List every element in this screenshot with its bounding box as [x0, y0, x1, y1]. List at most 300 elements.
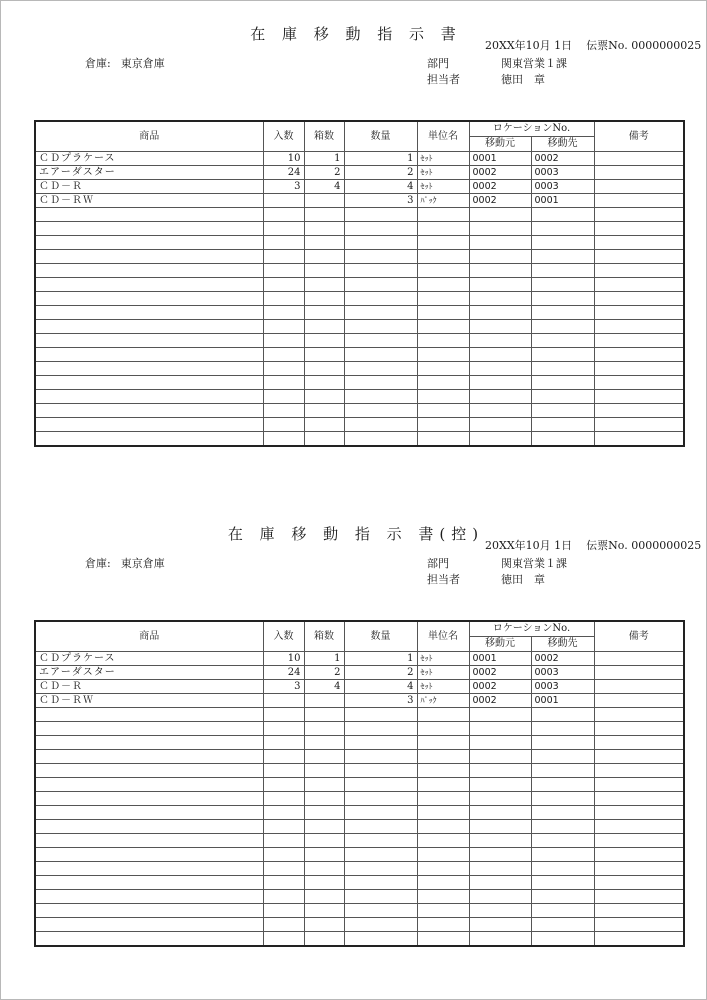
cell-item: ＣＤプラケース — [35, 152, 263, 166]
table-row — [35, 918, 684, 932]
slip-original — [1, 1, 706, 481]
cell-to — [531, 320, 594, 334]
cell-qty: 3 — [344, 694, 417, 708]
cell-units-in — [263, 848, 304, 862]
cell-unit — [417, 778, 469, 792]
warehouse-label: 倉庫: — [85, 557, 111, 570]
cell-from — [469, 334, 531, 348]
cell-unit — [417, 806, 469, 820]
cell-units-in — [263, 708, 304, 722]
cell-item: ＣＤ－ＲＷ — [35, 194, 263, 208]
cell-qty — [344, 250, 417, 264]
cell-boxes — [304, 862, 344, 876]
cell-to — [531, 334, 594, 348]
cell-boxes — [304, 376, 344, 390]
table-row — [35, 820, 684, 834]
cell-from — [469, 236, 531, 250]
cell-notes — [594, 292, 684, 306]
cell-qty — [344, 904, 417, 918]
cell-boxes: 1 — [304, 152, 344, 166]
cell-from — [469, 376, 531, 390]
cell-qty — [344, 208, 417, 222]
cell-unit — [417, 362, 469, 376]
cell-qty — [344, 806, 417, 820]
cell-units-in — [263, 306, 304, 320]
slip-copy — [1, 501, 706, 981]
cell-notes — [594, 278, 684, 292]
table-row — [35, 666, 684, 680]
item-table — [34, 120, 685, 447]
cell-notes — [594, 418, 684, 432]
table-row — [35, 236, 684, 250]
table-row — [35, 862, 684, 876]
header-item: 商品 — [35, 121, 263, 152]
table-row — [35, 876, 684, 890]
header-notes: 備考 — [594, 121, 684, 152]
cell-from — [469, 918, 531, 932]
cell-units-in — [263, 876, 304, 890]
cell-boxes — [304, 876, 344, 890]
table-row — [35, 722, 684, 736]
cell-units-in — [263, 362, 304, 376]
cell-item: ＣＤ－Ｒ — [35, 680, 263, 694]
cell-from — [469, 348, 531, 362]
cell-units-in — [263, 932, 304, 947]
cell-units-in — [263, 722, 304, 736]
cell-units-in: 10 — [263, 152, 304, 166]
cell-units-in — [263, 862, 304, 876]
cell-unit — [417, 834, 469, 848]
slip-title: 在 庫 移 動 指 示 書(控) — [227, 525, 485, 543]
cell-from — [469, 208, 531, 222]
cell-boxes — [304, 418, 344, 432]
cell-to — [531, 264, 594, 278]
cell-from: 0001 — [469, 152, 531, 166]
cell-item — [35, 404, 263, 418]
cell-unit — [417, 736, 469, 750]
table-row — [35, 194, 684, 208]
person-label: 担当者 — [427, 573, 460, 586]
cell-boxes: 2 — [304, 166, 344, 180]
table-row — [35, 708, 684, 722]
cell-item — [35, 418, 263, 432]
cell-item: ＣＤ－ＲＷ — [35, 694, 263, 708]
cell-unit — [417, 750, 469, 764]
cell-units-in — [263, 264, 304, 278]
table-row — [35, 848, 684, 862]
date-and-slip-number — [485, 37, 701, 53]
header-qty: 数量 — [344, 121, 417, 152]
cell-item — [35, 320, 263, 334]
cell-unit — [417, 278, 469, 292]
cell-units-in — [263, 834, 304, 848]
header-units-in: 入数 — [263, 621, 304, 652]
cell-item — [35, 876, 263, 890]
cell-boxes — [304, 334, 344, 348]
cell-notes — [594, 166, 684, 180]
cell-notes — [594, 708, 684, 722]
warehouse-field — [85, 555, 165, 571]
cell-boxes — [304, 222, 344, 236]
cell-units-in — [263, 904, 304, 918]
table-row — [35, 250, 684, 264]
cell-units-in — [263, 334, 304, 348]
table-row — [35, 292, 684, 306]
cell-unit — [417, 708, 469, 722]
cell-unit: ｾｯﾄ — [417, 666, 469, 680]
cell-item — [35, 932, 263, 947]
table-row — [35, 320, 684, 334]
cell-notes — [594, 390, 684, 404]
cell-unit — [417, 418, 469, 432]
cell-item — [35, 390, 263, 404]
cell-qty — [344, 834, 417, 848]
cell-from — [469, 250, 531, 264]
cell-from: 0002 — [469, 694, 531, 708]
cell-from — [469, 750, 531, 764]
cell-item — [35, 236, 263, 250]
cell-notes — [594, 792, 684, 806]
cell-qty — [344, 848, 417, 862]
table-row — [35, 208, 684, 222]
table-row — [35, 890, 684, 904]
date-and-slip-number — [485, 537, 701, 553]
cell-to — [531, 778, 594, 792]
cell-item — [35, 376, 263, 390]
cell-notes — [594, 432, 684, 447]
cell-units-in: 24 — [263, 666, 304, 680]
cell-item — [35, 708, 263, 722]
cell-from — [469, 862, 531, 876]
table-row — [35, 222, 684, 236]
cell-notes — [594, 152, 684, 166]
cell-to — [531, 376, 594, 390]
cell-units-in — [263, 918, 304, 932]
cell-units-in — [263, 404, 304, 418]
cell-units-in — [263, 250, 304, 264]
cell-notes — [594, 180, 684, 194]
cell-notes — [594, 652, 684, 666]
cell-from: 0001 — [469, 652, 531, 666]
cell-notes — [594, 918, 684, 932]
cell-unit — [417, 292, 469, 306]
cell-to — [531, 390, 594, 404]
cell-unit — [417, 932, 469, 947]
cell-to — [531, 708, 594, 722]
cell-to — [531, 890, 594, 904]
person-value: 徳田 章 — [501, 573, 545, 586]
cell-unit: ﾊﾟｯｸ — [417, 194, 469, 208]
cell-units-in — [263, 278, 304, 292]
cell-qty — [344, 778, 417, 792]
department-label: 部門 — [427, 557, 449, 570]
header-location: ロケーションNo. — [469, 121, 594, 137]
cell-units-in — [263, 778, 304, 792]
cell-qty — [344, 376, 417, 390]
cell-units-in — [263, 348, 304, 362]
cell-to: 0003 — [531, 166, 594, 180]
table-row — [35, 362, 684, 376]
cell-notes — [594, 750, 684, 764]
cell-item — [35, 292, 263, 306]
header-unit: 単位名 — [417, 621, 469, 652]
cell-notes — [594, 264, 684, 278]
table-row — [35, 652, 684, 666]
cell-item — [35, 348, 263, 362]
cell-notes — [594, 194, 684, 208]
header-qty: 数量 — [344, 621, 417, 652]
cell-unit — [417, 722, 469, 736]
cell-from: 0002 — [469, 166, 531, 180]
table-row — [35, 792, 684, 806]
cell-notes — [594, 334, 684, 348]
cell-item — [35, 806, 263, 820]
table-row — [35, 264, 684, 278]
table-row — [35, 348, 684, 362]
cell-unit — [417, 404, 469, 418]
cell-item — [35, 432, 263, 447]
slip-title: 在 庫 移 動 指 示 書 — [250, 25, 462, 43]
cell-from: 0002 — [469, 194, 531, 208]
cell-to — [531, 904, 594, 918]
cell-item — [35, 334, 263, 348]
cell-item — [35, 820, 263, 834]
cell-notes — [594, 694, 684, 708]
header-boxes: 箱数 — [304, 121, 344, 152]
cell-item: エアーダスター — [35, 666, 263, 680]
table-row — [35, 806, 684, 820]
cell-qty — [344, 362, 417, 376]
table-row — [35, 166, 684, 180]
table-row — [35, 278, 684, 292]
cell-boxes — [304, 348, 344, 362]
cell-notes — [594, 890, 684, 904]
table-row — [35, 390, 684, 404]
cell-item — [35, 890, 263, 904]
cell-to — [531, 876, 594, 890]
table-row — [35, 306, 684, 320]
cell-notes — [594, 208, 684, 222]
cell-qty: 2 — [344, 666, 417, 680]
cell-to — [531, 736, 594, 750]
cell-notes — [594, 932, 684, 947]
cell-units-in — [263, 694, 304, 708]
cell-boxes — [304, 848, 344, 862]
cell-to — [531, 792, 594, 806]
cell-from — [469, 736, 531, 750]
cell-qty — [344, 236, 417, 250]
cell-item: ＣＤ－Ｒ — [35, 180, 263, 194]
cell-to — [531, 848, 594, 862]
cell-boxes — [304, 208, 344, 222]
cell-unit — [417, 848, 469, 862]
header-boxes: 箱数 — [304, 621, 344, 652]
cell-unit — [417, 918, 469, 932]
cell-units-in — [263, 806, 304, 820]
cell-boxes — [304, 694, 344, 708]
table-row — [35, 904, 684, 918]
cell-qty: 1 — [344, 652, 417, 666]
cell-boxes — [304, 250, 344, 264]
cell-item: ＣＤプラケース — [35, 652, 263, 666]
cell-item — [35, 250, 263, 264]
slip-date: 20XX年10月 1日 — [485, 539, 573, 552]
cell-boxes — [304, 278, 344, 292]
cell-to — [531, 820, 594, 834]
cell-unit — [417, 792, 469, 806]
cell-qty — [344, 722, 417, 736]
cell-notes — [594, 904, 684, 918]
cell-qty: 3 — [344, 194, 417, 208]
cell-units-in — [263, 320, 304, 334]
department-value: 関東営業１課 — [501, 557, 567, 570]
cell-boxes — [304, 320, 344, 334]
cell-units-in — [263, 432, 304, 447]
cell-to — [531, 250, 594, 264]
cell-notes — [594, 348, 684, 362]
cell-from — [469, 222, 531, 236]
cell-notes — [594, 404, 684, 418]
cell-unit — [417, 306, 469, 320]
item-rows — [35, 652, 684, 947]
cell-notes — [594, 222, 684, 236]
cell-from — [469, 404, 531, 418]
cell-boxes — [304, 362, 344, 376]
cell-notes — [594, 236, 684, 250]
cell-from — [469, 792, 531, 806]
cell-units-in — [263, 820, 304, 834]
cell-boxes — [304, 806, 344, 820]
warehouse-value: 東京倉庫 — [120, 557, 165, 570]
cell-from — [469, 834, 531, 848]
cell-qty: 4 — [344, 180, 417, 194]
cell-boxes — [304, 404, 344, 418]
cell-boxes — [304, 792, 344, 806]
table-row — [35, 932, 684, 947]
cell-units-in — [263, 890, 304, 904]
cell-from — [469, 904, 531, 918]
cell-unit — [417, 890, 469, 904]
cell-qty — [344, 918, 417, 932]
cell-item — [35, 848, 263, 862]
cell-units-in — [263, 222, 304, 236]
warehouse-value: 東京倉庫 — [120, 57, 165, 70]
table-row — [35, 152, 684, 166]
cell-boxes — [304, 778, 344, 792]
cell-qty — [344, 764, 417, 778]
cell-to — [531, 362, 594, 376]
cell-qty — [344, 264, 417, 278]
cell-notes — [594, 680, 684, 694]
cell-unit — [417, 376, 469, 390]
cell-unit — [417, 904, 469, 918]
cell-boxes — [304, 834, 344, 848]
cell-qty — [344, 348, 417, 362]
cell-item — [35, 278, 263, 292]
cell-to — [531, 862, 594, 876]
cell-from: 0002 — [469, 680, 531, 694]
cell-unit — [417, 250, 469, 264]
cell-qty — [344, 792, 417, 806]
table-row — [35, 680, 684, 694]
cell-to — [531, 236, 594, 250]
header-unit: 単位名 — [417, 121, 469, 152]
cell-units-in — [263, 236, 304, 250]
cell-qty — [344, 932, 417, 947]
cell-to — [531, 834, 594, 848]
cell-units-in — [263, 208, 304, 222]
cell-notes — [594, 666, 684, 680]
cell-units-in — [263, 764, 304, 778]
cell-boxes — [304, 264, 344, 278]
cell-unit — [417, 222, 469, 236]
cell-qty — [344, 320, 417, 334]
cell-notes — [594, 736, 684, 750]
cell-units-in — [263, 418, 304, 432]
cell-to — [531, 348, 594, 362]
cell-boxes — [304, 432, 344, 447]
cell-unit — [417, 334, 469, 348]
item-table — [34, 620, 685, 947]
cell-qty — [344, 708, 417, 722]
cell-item — [35, 764, 263, 778]
slip-date: 20XX年10月 1日 — [485, 39, 573, 52]
cell-notes — [594, 848, 684, 862]
cell-notes — [594, 250, 684, 264]
cell-unit — [417, 820, 469, 834]
cell-from — [469, 292, 531, 306]
header-location: ロケーションNo. — [469, 621, 594, 637]
person-field — [427, 71, 545, 87]
cell-item — [35, 792, 263, 806]
slip-number: 伝票No. 0000000025 — [586, 39, 702, 52]
cell-unit — [417, 320, 469, 334]
cell-from — [469, 264, 531, 278]
cell-qty — [344, 292, 417, 306]
cell-boxes — [304, 904, 344, 918]
cell-notes — [594, 806, 684, 820]
cell-units-in — [263, 390, 304, 404]
cell-from — [469, 764, 531, 778]
cell-item — [35, 778, 263, 792]
cell-to: 0001 — [531, 694, 594, 708]
cell-from — [469, 876, 531, 890]
table-row — [35, 764, 684, 778]
table-row — [35, 736, 684, 750]
cell-from — [469, 278, 531, 292]
cell-qty — [344, 334, 417, 348]
header-from: 移動元 — [469, 637, 531, 652]
cell-unit — [417, 348, 469, 362]
cell-item: エアーダスター — [35, 166, 263, 180]
cell-to — [531, 932, 594, 947]
cell-item — [35, 722, 263, 736]
cell-boxes — [304, 820, 344, 834]
cell-unit: ｾｯﾄ — [417, 166, 469, 180]
person-value: 徳田 章 — [501, 73, 545, 86]
cell-boxes — [304, 932, 344, 947]
cell-qty: 1 — [344, 152, 417, 166]
table-row — [35, 418, 684, 432]
cell-unit — [417, 264, 469, 278]
cell-boxes — [304, 236, 344, 250]
cell-to — [531, 404, 594, 418]
cell-item — [35, 208, 263, 222]
cell-notes — [594, 764, 684, 778]
cell-from — [469, 390, 531, 404]
cell-qty: 2 — [344, 166, 417, 180]
cell-boxes: 2 — [304, 666, 344, 680]
